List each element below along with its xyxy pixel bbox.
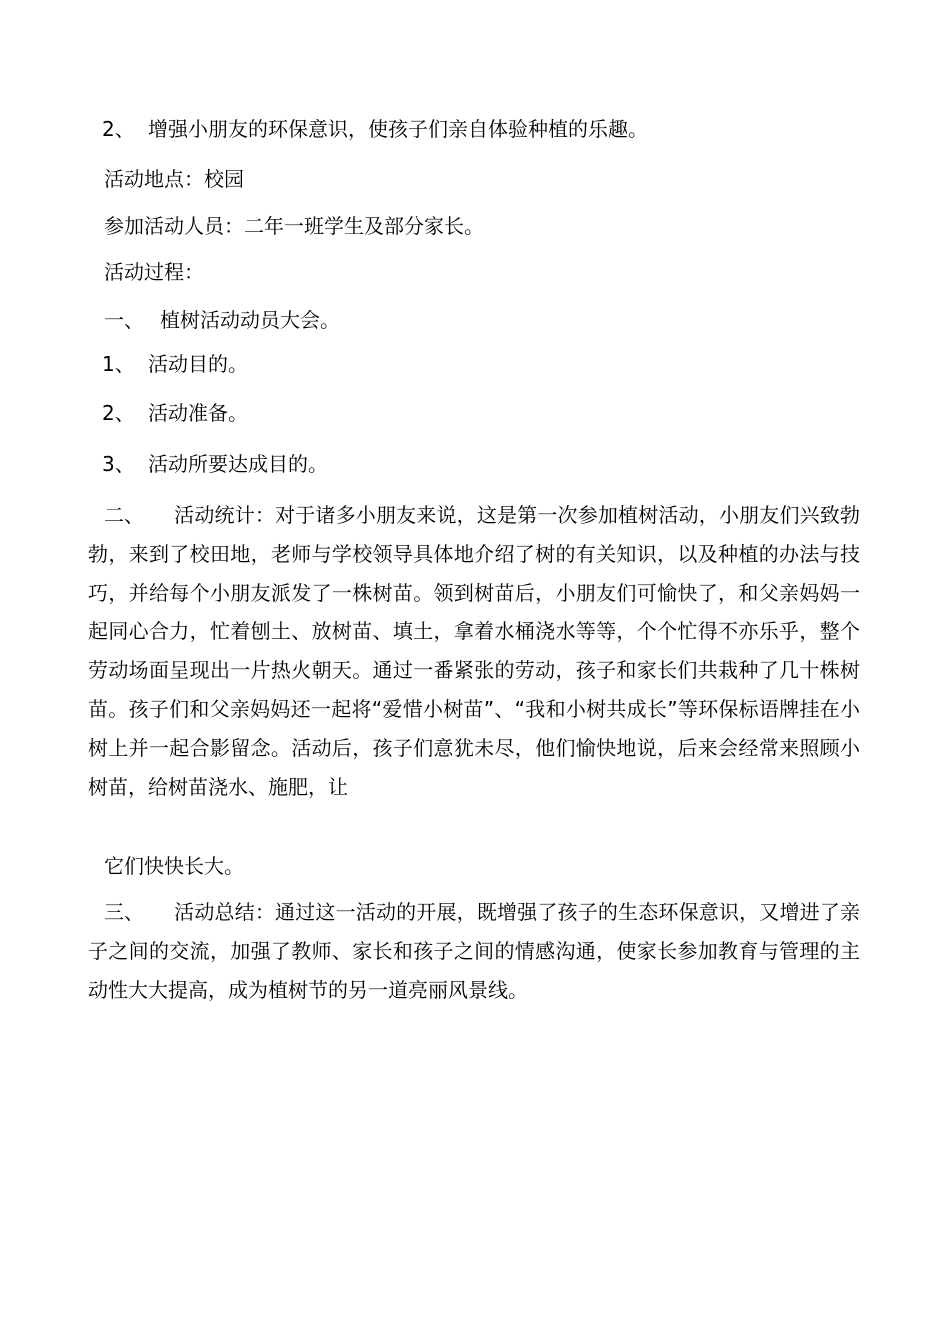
sub-item-1-text: 活动目的。: [148, 352, 248, 376]
sub-item-3-number: 3、: [102, 452, 135, 476]
sub-item-2-text: 活动准备。: [148, 401, 248, 425]
section-3-paragraph: [88, 893, 860, 1009]
section-2-text: 活动统计：对于诸多小朋友来说，这是第一次参加植树活动，小朋友们兴致勃勃，来到了校田地，老师与学校领导具体地介绍了树的有关知识，以及种植的办法与技巧，并给每个小朋友派发了一株树苗。领到树苗后，小朋友们可愉快了，和父亲妈妈一起同心合力，忙着刨土、放树苗、填土，拿着水桶浇水等等，个个忙得不亦乐乎，整个劳动场面呈现出一片热火朝天。通过一番紧张的劳动，孩子和家长们共栽种了几十株树苗。孩子们和父亲妈妈还一起将“爱惜小树苗”、“我和小树共成长”等环保标语牌挂在小树上并一起合影留念。活动后，孩子们意犹未尽，他们愉快地说，后来会经常来照顾小树苗，给树苗浇水、施肥，让: [88, 503, 860, 799]
sub-item-1: [102, 349, 248, 379]
section-3-number: 三、: [104, 900, 144, 924]
goal-item-2-number: 2、: [102, 117, 135, 141]
section-1-heading: [104, 305, 340, 335]
activity-location: 活动地点：校园: [104, 167, 244, 191]
sub-item-3-text: 活动所要达成目的。: [148, 452, 328, 476]
section-1-number: 一、: [104, 308, 144, 332]
sub-item-3: [102, 449, 328, 479]
goal-item-2: [102, 114, 648, 144]
sub-item-2: [102, 398, 248, 428]
section-2-number: 二、: [104, 503, 144, 527]
section-3-text: 活动总结：通过这一活动的开展，既增强了孩子的生态环保意识，又增进了亲子之间的交流，加强了教师、家长和孩子之间的情感沟通，使家长参加教育与管理的主动性大大提高，成为植树节的另一道亮丽风景线。: [88, 900, 860, 1002]
section-1-text: 植树活动动员大会。: [160, 308, 340, 332]
goal-item-2-text: 增强小朋友的环保意识，使孩子们亲自体验种植的乐趣。: [148, 117, 648, 141]
process-heading: 活动过程：: [104, 260, 204, 284]
sub-item-2-number: 2、: [102, 401, 135, 425]
activity-participants: 参加活动人员：二年一班学生及部分家长。: [104, 214, 484, 238]
sub-item-1-number: 1、: [102, 352, 135, 376]
section-2-paragraph: [88, 496, 860, 806]
section-2-tail: 它们快快长大。: [104, 854, 244, 878]
